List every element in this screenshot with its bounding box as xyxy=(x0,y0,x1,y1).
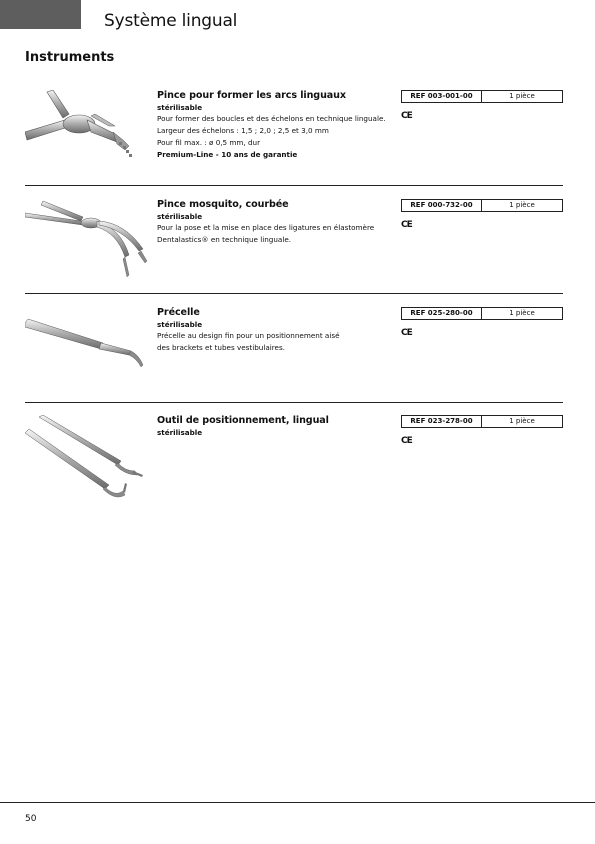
product-ref-box xyxy=(401,307,563,320)
product-ref: REF 025-280-00 xyxy=(402,308,482,319)
product-name: Outil de positionnement, lingual xyxy=(157,415,329,426)
header-corner-block xyxy=(0,0,81,29)
page-number: 50 xyxy=(25,814,37,824)
product-ref: REF 003-001-00 xyxy=(402,91,482,102)
ce-mark-icon: CE xyxy=(401,111,412,121)
product-ref-box xyxy=(401,90,563,103)
product-ref-box xyxy=(401,199,563,212)
product-image-positioning-tool xyxy=(25,415,150,505)
product-sterilizable: stérilisable xyxy=(157,103,203,112)
product-image-mosquito-plier xyxy=(25,199,150,289)
product-sterilizable: stérilisable xyxy=(157,428,203,437)
product-image-tweezers xyxy=(25,307,150,397)
ce-mark-icon: CE xyxy=(401,220,412,230)
product-description-line: Pour former des boucles et des échelons en technique linguale. xyxy=(157,114,386,123)
product-name: Pince pour former les arcs linguaux xyxy=(157,90,346,101)
product-warranty: Premium-Line - 10 ans de garantie xyxy=(157,150,298,159)
divider xyxy=(25,185,563,186)
product-name: Précelle xyxy=(157,307,200,318)
footer-divider xyxy=(0,802,595,803)
product-description-line: Dentalastics® en technique linguale. xyxy=(157,235,292,244)
product-sterilizable: stérilisable xyxy=(157,212,203,221)
product-image-arch-forming-plier xyxy=(25,90,150,180)
product-name: Pince mosquito, courbée xyxy=(157,199,289,210)
product-description-line: Pour la pose et la mise en place des ligatures en élastomère xyxy=(157,223,375,232)
product-description-line: Largeur des échelons : 1,5 ; 2,0 ; 2,5 et 3,0 mm xyxy=(157,126,329,135)
divider xyxy=(25,402,563,403)
product-qty: 1 pièce xyxy=(509,201,535,209)
ce-mark-icon: CE xyxy=(401,436,412,446)
divider xyxy=(25,293,563,294)
product-sterilizable: stérilisable xyxy=(157,320,203,329)
section-title: Instruments xyxy=(25,50,115,65)
ce-mark-icon: CE xyxy=(401,328,412,338)
product-ref: REF 000-732-00 xyxy=(402,200,482,211)
product-description-line: des brackets et tubes vestibulaires. xyxy=(157,343,285,352)
product-description-line: Précelle au design fin pour un positionnement aisé xyxy=(157,331,340,340)
page-title: Système lingual xyxy=(104,11,238,31)
product-ref-box xyxy=(401,415,563,428)
product-qty: 1 pièce xyxy=(509,417,535,425)
product-qty: 1 pièce xyxy=(509,309,535,317)
product-ref: REF 023-278-00 xyxy=(402,416,482,427)
product-description-line: Pour fil max. : ø 0,5 mm, dur xyxy=(157,138,261,147)
product-qty: 1 pièce xyxy=(509,92,535,100)
